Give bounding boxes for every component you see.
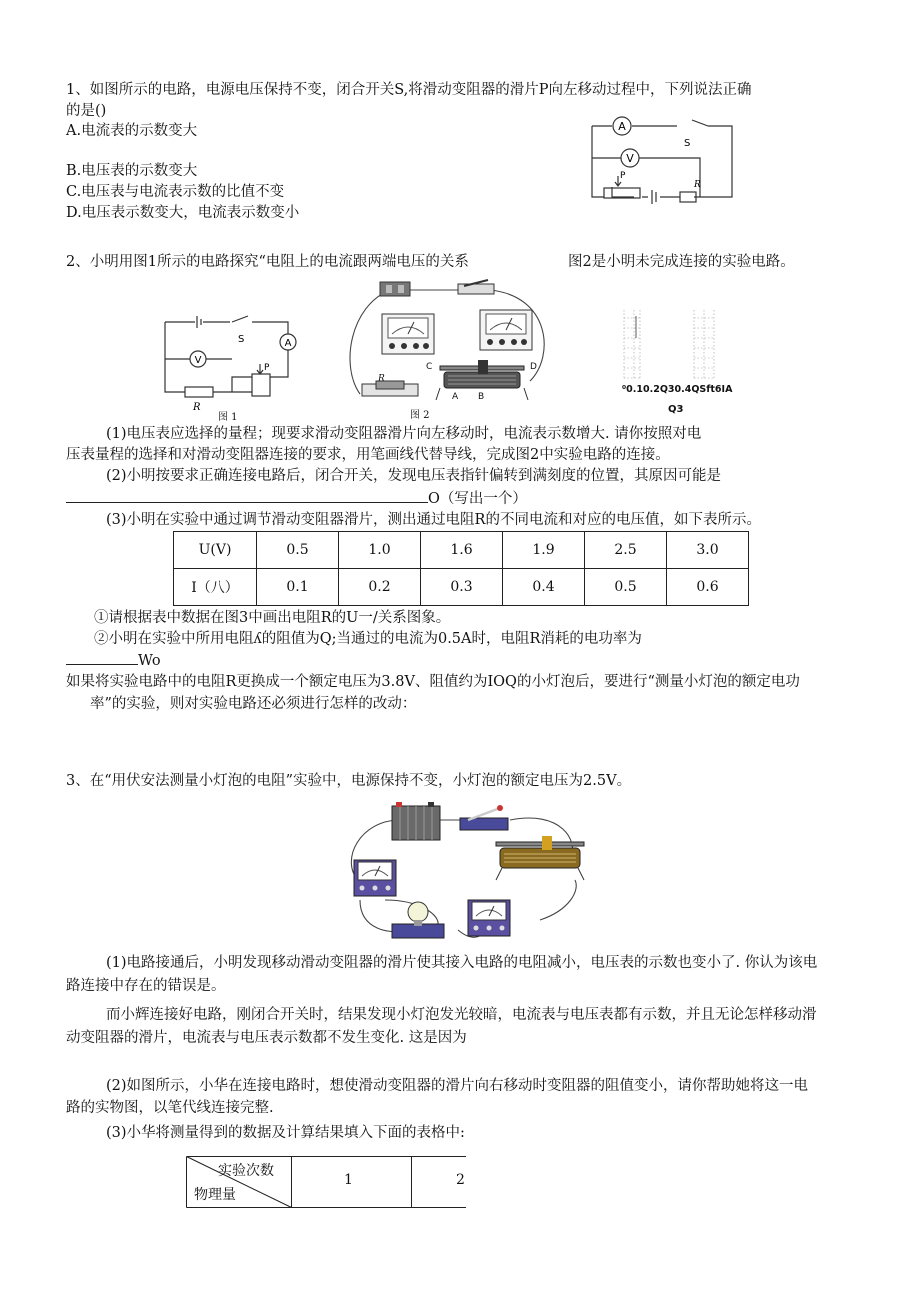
q3-table-diag-top: 实验次数 (218, 1163, 274, 1179)
q2-fig2-apparatus (340, 276, 560, 421)
q1-stem-line1: 1、如图所示的电路，电源电压保持不变，闭合开关S,将滑动变阻器的滑片P向左移动过程中，下列说法正确 (66, 82, 752, 98)
table-cell: 0.5 (257, 532, 339, 569)
q2-sub2-answer-blank[interactable] (66, 650, 138, 665)
q1-option-d: D.电压表示数变大，电流表示数变小 (66, 205, 300, 221)
table-head-i: I（八） (174, 569, 257, 606)
q2-fig1-slider-label: P (264, 363, 270, 373)
rheostat-icon (496, 836, 584, 880)
q2-stem-a: 2、小明用图1所示的电路探究“电阻上的电流跟两端电压的关系 (66, 254, 469, 270)
q2-sub2-suffix: Wo (138, 653, 161, 669)
q2-fig1-resistor-label: R (193, 402, 201, 413)
q2-fig3-axis-label: ⁰0.10.2Q30.4QSft6IA (622, 384, 733, 395)
q1-ammeter-label: A (618, 120, 626, 133)
q3-part1b-line1: 而小辉连接好电路，刚闭合开关时，结果发现小灯泡发光较暗，电流表与电压表都有示数，并且无论怎样移动滑 (106, 1007, 817, 1023)
table-row (174, 569, 749, 606)
table-cell: 0.5 (585, 569, 667, 606)
q2-part2-line2 (66, 488, 527, 509)
table-cell: 1.0 (339, 532, 421, 569)
q2-sub2-answer-line (66, 650, 161, 671)
q1-resistor-label: R (694, 180, 701, 190)
table-cell: 3.0 (667, 532, 749, 569)
voltmeter-icon (354, 860, 396, 896)
table-cell: 0.4 (503, 569, 585, 606)
q2-change-line1: 如果将实验电路中的电阻R更换成一个额定电压为3.8V、阻值约为IOQ的小灯泡后，要进行“测量小灯泡的额定电功 (66, 674, 800, 690)
q1-stem-line2: 的是() (66, 103, 107, 119)
q3-data-table (186, 1156, 466, 1208)
q2-sub1: ①请根据表中数据在图3中画出电阻R的U一/关系图象。 (94, 610, 451, 626)
table-cell: 0.1 (257, 569, 339, 606)
q2-part2-answer-blank[interactable] (66, 488, 428, 503)
q3-part1b-line2: 动变阻器的滑片，电流表与电压表示数都不发生变化. 这是因为 (66, 1030, 467, 1046)
q2-fig3-grid (618, 308, 733, 415)
q2-fig1-switch-label: S (238, 334, 245, 345)
switch-icon (458, 280, 494, 294)
voltmeter-icon (382, 314, 434, 354)
resistor-icon (362, 381, 418, 396)
q1-circuit-figure (582, 112, 742, 207)
battery-pack-icon (392, 802, 440, 840)
q2-part1-line2: 压表量程的选择和对滑动变阻器连接的要求，用笔画线代替导线，完成图2中实验电路的连接。 (66, 447, 670, 463)
ammeter-icon (468, 900, 510, 936)
q3-part2-line2: 路的实物图，以笔代线连接完整. (66, 1100, 274, 1116)
q1-option-b: B.电压表的示数变大 (66, 163, 198, 179)
ammeter-icon (480, 310, 532, 350)
q2-part2-line1: (2)小明按要求正确连接电路后，闭合开关，发现电压表指针偏转到满刻度的位置，其原因可能是 (106, 468, 722, 484)
q3-table-col-1: 1 (344, 1172, 353, 1188)
q2-fig1-schematic (160, 312, 310, 422)
q2-data-table (173, 531, 749, 606)
q2-part1-line1: (1)电压表应选择的量程；现要求滑动变阻器滑片向左移动时，电流表示数增大. 请你按照对电 (106, 426, 702, 442)
table-cell: 0.2 (339, 569, 421, 606)
q2-fig1-ammeter-label: A (284, 338, 292, 349)
q2-part3-line: (3)小明在实验中通过调节滑动变阻器滑片，测出通过电阻R的不同电流和对应的电压值，如下表所示。 (106, 512, 761, 528)
table-cell: 0.6 (667, 569, 749, 606)
q3-table-col-2: 2 (456, 1172, 465, 1188)
q2-change-line2: 率”的实验，则对实验电路还必须进行怎样的改动： (90, 696, 417, 712)
q1-option-a: A.电流表的示数变大 (66, 123, 198, 139)
table-row (174, 532, 749, 569)
q1-switch-label: S (684, 138, 691, 149)
q3-part2-line1: (2)如图所示，小华在连接电路时，想使滑动变阻器的滑片向右移动时变阻器的阻值变小，请你帮助她将这一电 (106, 1078, 809, 1094)
q2-part2-suffix: O（写出一个） (428, 491, 527, 507)
q2-fig2-terminal-a: A (452, 392, 459, 402)
switch-icon (460, 805, 508, 830)
table-cell: 2.5 (585, 532, 667, 569)
table-cell: 1.6 (421, 532, 503, 569)
q2-fig2-resistor-label: R (378, 374, 385, 384)
table-head-u: U(V) (174, 532, 257, 569)
q2-fig2-terminal-b: B (478, 392, 485, 402)
q1-voltmeter-label: V (626, 152, 634, 165)
q2-fig1-caption: 图 1 (218, 412, 238, 423)
table-cell: 1.9 (503, 532, 585, 569)
q2-fig2-terminal-d: D (530, 362, 537, 372)
q2-sub2: ②小明在实验中所用电阻ʎ的阻值为Q;当通过的电流为0.5A时，电阻R消耗的电功率为 (94, 631, 642, 647)
q3-part3-line: (3)小华将测量得到的数据及计算结果填入下面的表格中: (106, 1125, 465, 1141)
q2-fig2-caption: 图 2 (410, 410, 430, 421)
q1-option-c: C.电压表与电流表示数的比值不变 (66, 184, 285, 200)
q3-part1-line2: 路连接中存在的错误是。 (66, 978, 226, 994)
q1-slider-label: P (620, 171, 626, 181)
lamp-icon (392, 902, 444, 938)
q3-part1-line1: (1)电路接通后，小明发现移动滑动变阻器的滑片使其接入电路的电阻减小，电压表的示数也变小了. 你认为该电 (106, 955, 818, 971)
battery-icon (380, 282, 410, 296)
q2-fig2-terminal-c: C (426, 362, 433, 372)
q3-table-diag-bottom: 物理量 (194, 1187, 236, 1203)
q2-fig1-voltmeter-label: V (194, 355, 202, 366)
q3-stem: 3、在“用伏安法测量小灯泡的电阻”实验中，电源保持不变，小灯泡的额定电压为2.5V。 (66, 773, 632, 789)
q3-apparatus-figure (340, 800, 600, 948)
q2-stem-b: 图2是小明未完成连接的实验电路。 (568, 254, 795, 270)
table-cell: 0.3 (421, 569, 503, 606)
q2-fig3-caption: Q3 (668, 404, 684, 415)
